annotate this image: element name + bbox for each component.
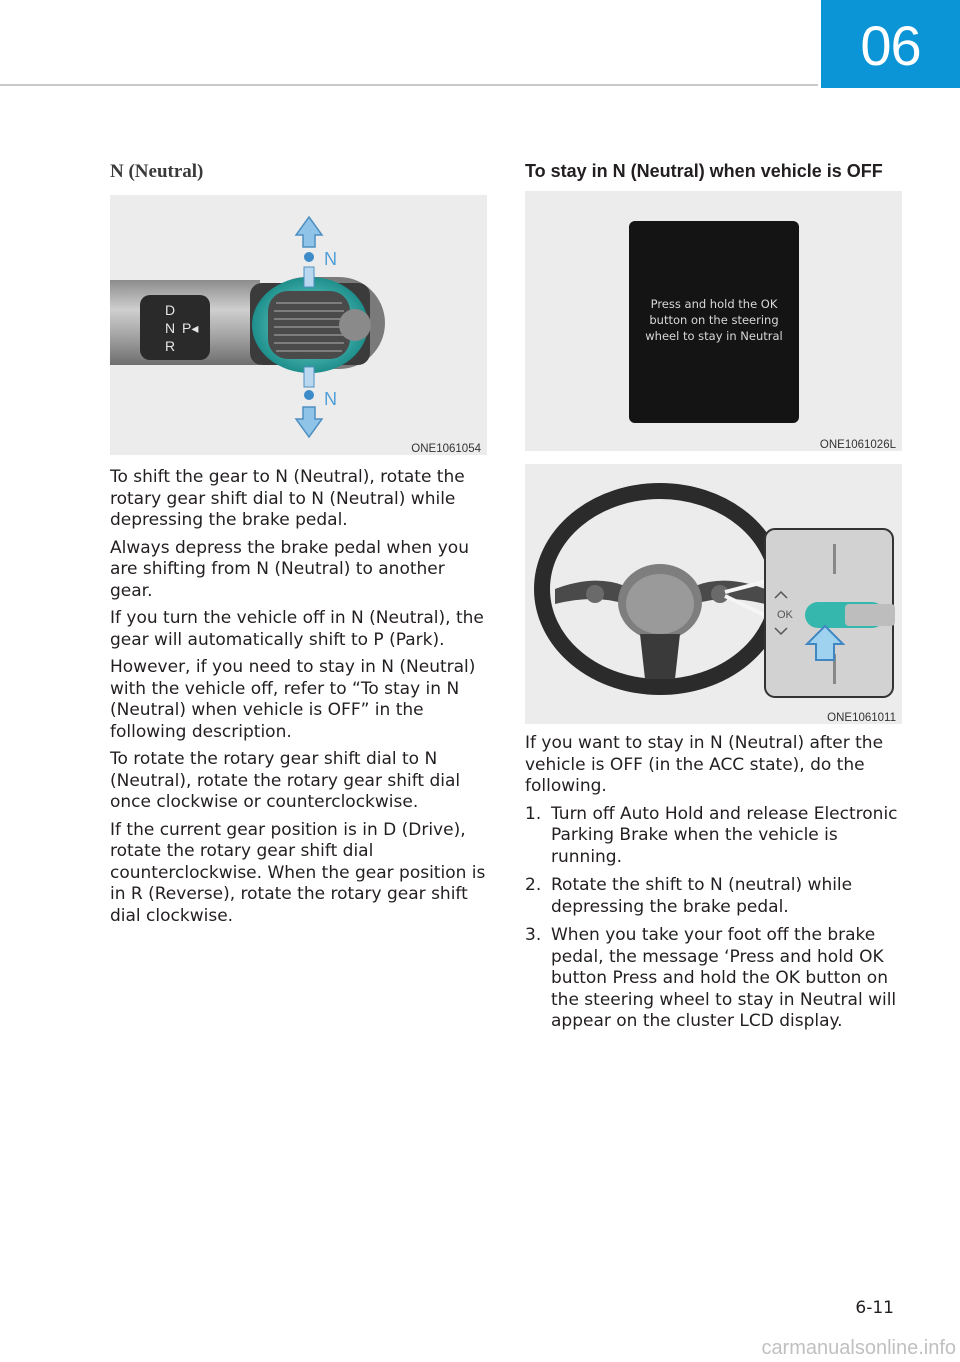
step-text: When you take your foot off the brake pedal, the message ‘Press and hold OK button Press and hold the OK button on the steering wheel to stay in Neutral will appear on the cluster LCD display.	[551, 925, 897, 1031]
list-item	[525, 925, 905, 1033]
gear-shift-dial-figure	[110, 195, 487, 455]
gear-label-n: N	[165, 320, 176, 336]
figure-code: ONE1061054	[411, 443, 481, 455]
section-heading-stay-neutral: To stay in N (Neutral) when vehicle is OFF	[525, 161, 883, 181]
paragraph: However, if you need to stay in N (Neutral) with the vehicle off, refer to “To stay in N (Neutral) when vehicle is OFF” in the following description.	[110, 657, 476, 742]
right-body	[525, 733, 905, 1033]
left-body	[110, 467, 490, 927]
intro-paragraph: If you want to stay in N (Neutral) after the vehicle is OFF (in the ACC state), do the following.	[525, 733, 884, 796]
figure-code: ONE1061011	[827, 712, 896, 724]
lcd-message-line: Press and hold the OK	[650, 297, 778, 311]
step-text: Rotate the shift to N (neutral) while depressing the brake pedal.	[551, 875, 853, 917]
paragraph: To shift the gear to N (Neutral), rotate the rotary gear shift dial to N (Neutral) while depressing the brake pedal.	[110, 467, 465, 530]
watermark: carmanualsonline.info	[761, 1337, 956, 1359]
step-text: Turn off Auto Hold and release Electronic Parking Brake when the vehicle is running.	[551, 803, 898, 867]
gear-label-p: P◂	[182, 320, 199, 336]
lcd-message-line: button on the steering	[649, 313, 779, 327]
left-column	[110, 160, 490, 933]
figure-code: ONE1061026L	[819, 439, 896, 451]
gear-shift-dial-illustration	[110, 195, 487, 455]
cluster-lcd-illustration	[525, 191, 902, 451]
paragraph: To rotate the rotary gear shift dial to N (Neutral), rotate the rotary gear shift dial once clockwise or counterclockwise.	[110, 749, 461, 812]
right-column	[525, 160, 905, 1040]
gear-label-r: R	[165, 338, 176, 354]
step-number: 1.	[525, 803, 542, 824]
list-item	[525, 804, 905, 869]
paragraph: If you turn the vehicle off in N (Neutral), the gear will automatically shift to P (Park).	[110, 608, 484, 650]
steps-list	[525, 804, 905, 1033]
steering-wheel-illustration	[525, 464, 902, 724]
ok-label: OK	[777, 609, 793, 621]
list-item	[525, 875, 905, 918]
page-number: 6-11	[855, 1298, 894, 1318]
header-rule	[0, 84, 818, 86]
step-number: 2.	[525, 875, 542, 895]
steering-wheel-figure	[525, 464, 902, 724]
paragraph: Always depress the brake pedal when you are shifting from N (Neutral) to another gear.	[110, 537, 469, 601]
gear-label-d: D	[165, 302, 176, 318]
chapter-tab: 06	[821, 0, 960, 88]
step-number: 3.	[525, 925, 542, 945]
n-mark-bottom: N	[324, 389, 337, 409]
paragraph: If the current gear position is in D (Drive), rotate the rotary gear shift dial counterclockwise. When the gear position is in R (Reverse), rotate the rotary gear shift dial clockwise.	[110, 819, 486, 926]
section-heading-neutral: N (Neutral)	[110, 161, 204, 182]
n-mark-top: N	[324, 249, 337, 269]
cluster-lcd-figure	[525, 191, 902, 451]
lcd-message-line: wheel to stay in Neutral	[645, 329, 783, 343]
